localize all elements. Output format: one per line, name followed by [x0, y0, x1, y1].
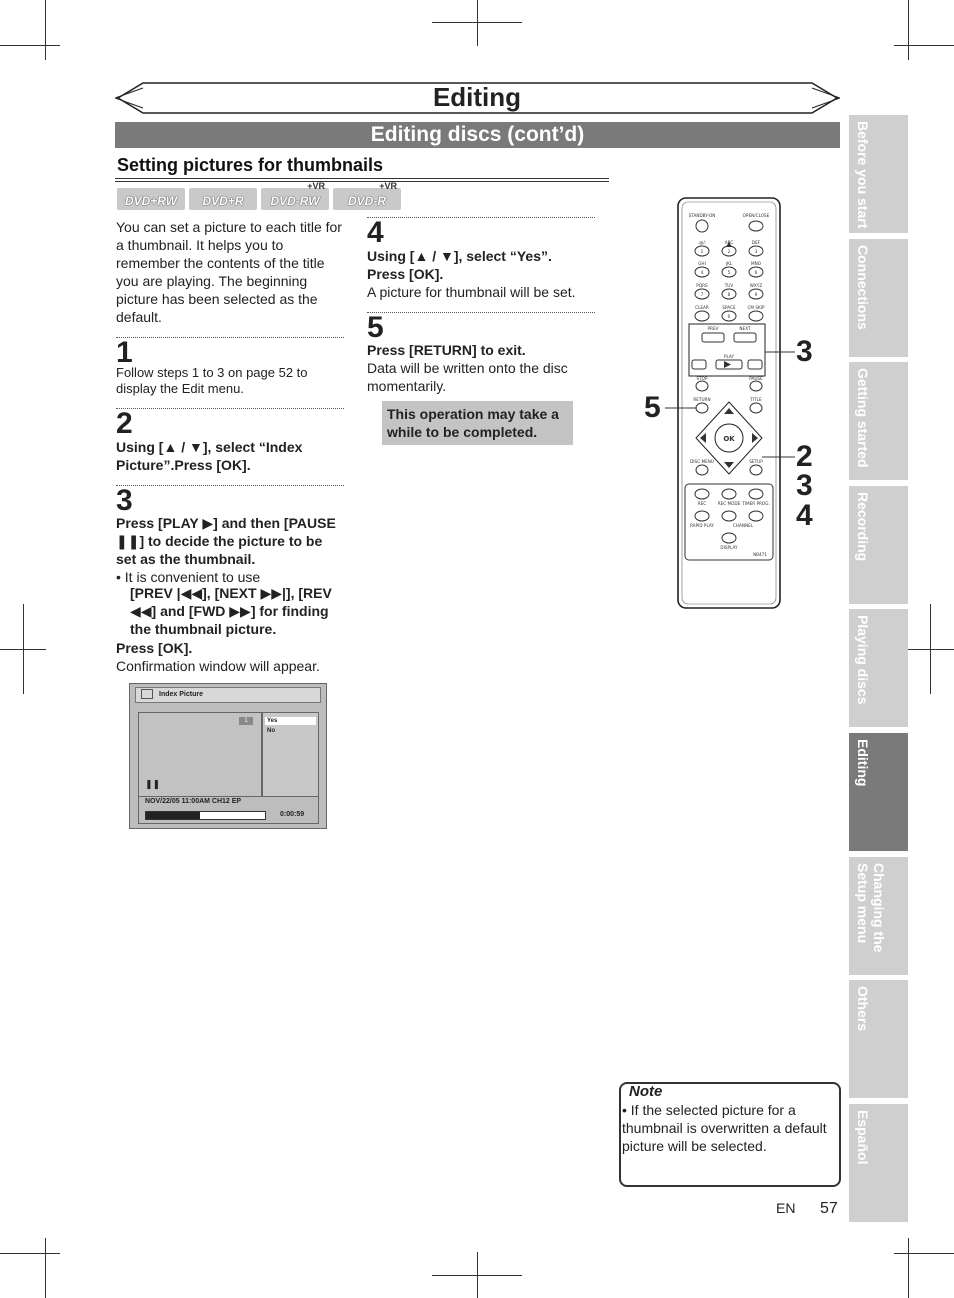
key-number: 5 — [727, 270, 731, 275]
label-play: PLAY — [723, 354, 735, 359]
index-picture-icon — [141, 689, 153, 699]
step-3-confirm: Confirmation window will appear. — [116, 658, 320, 674]
osd-status-bar — [138, 796, 319, 824]
crop-mark — [477, 0, 478, 46]
crop-mark — [0, 649, 46, 650]
osd-title: Index Picture — [159, 691, 203, 698]
crop-mark — [432, 1275, 522, 1276]
divider — [367, 217, 595, 218]
key-number: 2 — [727, 249, 731, 254]
badge-dvd-plus-r: DVD+R — [189, 188, 257, 210]
key-number: 4 — [700, 270, 704, 275]
callout-step: 2 — [796, 440, 813, 473]
crop-mark — [45, 0, 46, 60]
tab-espanol[interactable]: Español — [849, 1104, 908, 1222]
label-channel: CHANNEL — [732, 523, 754, 528]
tab-recording[interactable]: Recording — [849, 486, 908, 604]
step-number: 1 — [116, 336, 133, 369]
label-return: RETURN — [693, 397, 711, 402]
osd-time: 0:00:59 — [280, 811, 305, 818]
callout-step: 5 — [644, 391, 661, 424]
key-number: 1 — [700, 249, 704, 254]
step-number: 3 — [116, 484, 133, 517]
key-number: 7 — [700, 292, 704, 297]
label-title: TITLE — [750, 397, 762, 402]
crop-mark — [45, 1238, 46, 1298]
callout-step: 3 — [796, 335, 813, 368]
osd-title-bar — [135, 687, 321, 703]
label-rec-mode: REC MODE — [717, 501, 741, 506]
crop-mark — [894, 45, 954, 46]
tab-editing[interactable]: Editing — [849, 733, 908, 851]
osd-option-no[interactable]: No — [267, 728, 275, 734]
key-label: PQRS — [696, 283, 708, 288]
label-ok: OK — [723, 435, 735, 443]
step-3-bullet: • It is convenient to use — [116, 569, 261, 585]
key-label: SPACE — [722, 305, 736, 310]
osd-info: NOV/22/05 11:00AM CH12 EP — [145, 798, 242, 805]
key-label: CLEAR — [695, 305, 709, 310]
label-display: DISPLAY — [720, 545, 738, 550]
label-disc-menu: DISC MENU — [690, 459, 714, 464]
label-next: NEXT — [739, 326, 751, 331]
badge-dvd-plus-rw: DVD+RW — [117, 188, 185, 210]
step-3-text: Press [PLAY ▶] and then [PAUSE ❚❚] to decide the picture to be set as the thumbnail. — [116, 515, 336, 567]
tab-others[interactable]: Others — [849, 980, 908, 1098]
note-text: • If the selected picture for a thumbnail is overwritten a default picture will be selected. — [622, 1102, 827, 1154]
key-label: ABC — [724, 240, 734, 245]
osd-confirm-menu — [262, 712, 319, 797]
label-pause: PAUSE — [749, 376, 763, 381]
chapter-indicator: 1 — [239, 717, 253, 725]
operation-note: This operation may take a while to be completed. — [382, 401, 573, 445]
osd-progress-track — [145, 811, 266, 820]
osd-progress-fill — [146, 812, 200, 819]
key-label: MNO — [750, 261, 762, 266]
tab-connections[interactable]: Connections — [849, 239, 908, 357]
step-3-keys: [PREV |◀◀], [NEXT ▶▶|], [REV ◀◀] and [FWD ▶▶] for finding the thumbnail picture. — [130, 585, 332, 637]
label-setup: SETUP — [749, 459, 763, 464]
page-title: Editing — [432, 82, 522, 112]
step-number: 2 — [116, 407, 133, 440]
page-language: EN — [776, 1200, 796, 1216]
key-label: GHI — [698, 261, 706, 266]
label-rec: REC — [697, 501, 707, 506]
osd-option-yes[interactable]: Yes — [265, 717, 316, 725]
badge-dvd-rw: +VR DVD-RW — [261, 188, 329, 210]
step-1-text: Follow steps 1 to 3 on page 52 to display the Edit menu. — [116, 365, 308, 396]
tab-getting-started[interactable]: Getting started — [849, 362, 908, 480]
tab-playing-discs[interactable]: Playing discs — [849, 609, 908, 727]
tab-before-you-start[interactable]: Before you start — [849, 115, 908, 233]
step-number: 4 — [367, 216, 384, 249]
pause-icon: ❚❚ — [145, 779, 161, 789]
divider — [116, 485, 344, 486]
label-stop: STOP — [696, 376, 708, 381]
divider — [367, 312, 595, 313]
key-number: 9 — [754, 292, 758, 297]
subheading: Setting pictures for thumbnails — [117, 155, 384, 175]
key-label: DEF — [751, 240, 761, 245]
label-prev: PREV — [707, 326, 719, 331]
tab-changing-setup-menu[interactable]: Changing the Setup menu — [849, 857, 908, 975]
step-2-text: Using [▲ / ▼], select “Index Picture”.Press [OK]. — [116, 439, 303, 473]
label-rapid-play: RAPID PLAY — [690, 523, 714, 528]
key-number: 3 — [754, 249, 758, 254]
key-label: JKL — [725, 261, 733, 266]
label-open-close: OPEN/CLOSE — [742, 213, 770, 218]
divider — [115, 178, 609, 179]
key-number: 0 — [727, 314, 731, 319]
step-5-result: Data will be written onto the disc momentarily. — [367, 360, 568, 394]
osd-picture-area — [138, 712, 262, 797]
key-label: CM SKIP — [747, 305, 765, 310]
crop-mark — [0, 45, 60, 46]
step-5-text: Press [RETURN] to exit. — [367, 342, 526, 358]
crop-mark — [0, 1253, 60, 1254]
divider — [116, 337, 344, 338]
key-label: .@/: — [697, 240, 707, 245]
crop-mark — [908, 1238, 909, 1298]
divider — [116, 408, 344, 409]
badge-dvd-r: +VR DVD-R — [333, 188, 401, 210]
step-4-result: A picture for thumbnail will be set. — [367, 284, 576, 300]
crop-mark — [908, 649, 954, 650]
note-title: Note — [629, 1083, 663, 1100]
key-number: 8 — [727, 292, 731, 297]
label-timer-prog: TIMER PROG. — [742, 501, 770, 506]
label-model: NB471 — [753, 552, 767, 557]
section-title: Editing discs (cont’d) — [115, 122, 840, 148]
callout-step: 4 — [796, 499, 813, 532]
crop-mark — [432, 22, 522, 23]
label-standby: STANDBY-ON — [688, 213, 716, 218]
crop-mark — [908, 0, 909, 60]
divider — [115, 181, 609, 182]
intro-text: You can set a picture to each title for a thumbnail. It helps you to remember the contents of the title you are playing. The beginning picture has been selected as the default. — [116, 219, 342, 325]
step-3-press-ok: Press [OK]. — [116, 640, 193, 656]
key-number: 6 — [754, 270, 758, 275]
key-label: TUV — [724, 283, 734, 288]
step-number: 5 — [367, 311, 384, 344]
crop-mark — [894, 1253, 954, 1254]
callout-step: 3 — [796, 469, 813, 502]
page-number: 57 — [820, 1200, 838, 1217]
step-4-text: Using [▲ / ▼], select “Yes”. Press [OK]. — [367, 248, 552, 282]
remote-control-illustration — [640, 190, 840, 615]
key-label: WXYZ — [749, 283, 763, 288]
